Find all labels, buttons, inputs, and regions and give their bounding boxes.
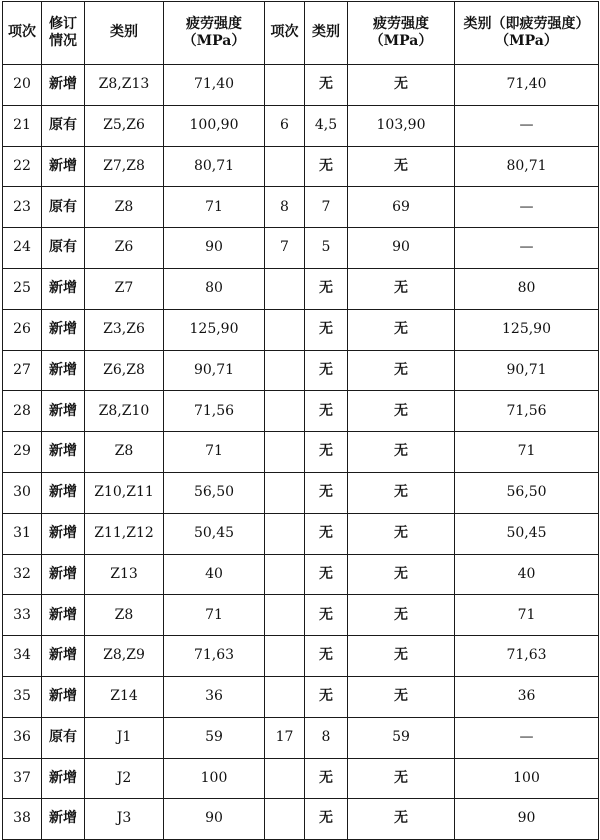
old-fatigue-cell: 103,90 xyxy=(348,105,455,146)
old-item-no-cell xyxy=(265,636,305,677)
fatigue-cell: 71 xyxy=(164,432,265,473)
old-item-no-cell xyxy=(265,350,305,391)
old-category-cell: 无 xyxy=(305,309,348,350)
revision-cell: 原有 xyxy=(42,717,85,758)
new-category-cell: 90,71 xyxy=(455,350,599,391)
revision-cell: 新增 xyxy=(42,146,85,187)
old-category-cell: 无 xyxy=(305,758,348,799)
category-cell: Z6,Z8 xyxy=(85,350,164,391)
old-category-cell: 无 xyxy=(305,268,348,309)
old-fatigue-cell: 无 xyxy=(348,636,455,677)
header-new-category-line1: 类别（即疲劳强度） xyxy=(463,15,590,32)
old-fatigue-cell: 无 xyxy=(348,799,455,840)
item-no-cell: 35 xyxy=(3,676,42,717)
table-row xyxy=(3,187,599,228)
revision-cell: 原有 xyxy=(42,187,85,228)
table-row xyxy=(3,65,599,106)
item-no-cell: 32 xyxy=(3,554,42,595)
header-new-category-line2: （MPa） xyxy=(495,33,558,49)
header-old-item-no: 项次 xyxy=(265,2,305,65)
old-item-no-cell: 6 xyxy=(265,105,305,146)
old-category-cell: 无 xyxy=(305,554,348,595)
old-item-no-cell xyxy=(265,513,305,554)
old-category-cell: 无 xyxy=(305,146,348,187)
category-cell: J1 xyxy=(85,717,164,758)
table-row xyxy=(3,105,599,146)
fatigue-cell: 80,71 xyxy=(164,146,265,187)
old-fatigue-cell: 无 xyxy=(348,391,455,432)
category-cell: Z14 xyxy=(85,676,164,717)
old-fatigue-cell: 59 xyxy=(348,717,455,758)
old-item-no-cell xyxy=(265,432,305,473)
table-body xyxy=(3,65,599,840)
table-row xyxy=(3,228,599,269)
old-item-no-cell: 7 xyxy=(265,228,305,269)
old-item-no-cell xyxy=(265,472,305,513)
old-category-cell: 无 xyxy=(305,432,348,473)
revision-cell: 新增 xyxy=(42,513,85,554)
category-cell: Z8 xyxy=(85,595,164,636)
old-item-no-cell xyxy=(265,65,305,106)
item-no-cell: 34 xyxy=(3,636,42,677)
revision-cell: 新增 xyxy=(42,472,85,513)
item-no-cell: 37 xyxy=(3,758,42,799)
category-cell: Z10,Z11 xyxy=(85,472,164,513)
fatigue-cell: 71,40 xyxy=(164,65,265,106)
header-item-no: 项次 xyxy=(3,2,42,65)
new-category-cell: 36 xyxy=(455,676,599,717)
revision-cell: 新增 xyxy=(42,309,85,350)
table-row xyxy=(3,146,599,187)
old-category-cell: 无 xyxy=(305,799,348,840)
category-cell: Z8,Z9 xyxy=(85,636,164,677)
item-no-cell: 26 xyxy=(3,309,42,350)
item-no-cell: 25 xyxy=(3,268,42,309)
new-category-cell: 71,56 xyxy=(455,391,599,432)
category-cell: Z8,Z13 xyxy=(85,65,164,106)
table-row xyxy=(3,513,599,554)
old-item-no-cell xyxy=(265,799,305,840)
new-category-cell: — xyxy=(455,717,599,758)
header-fatigue-line1: 疲劳强度 xyxy=(186,15,242,32)
category-cell: Z7 xyxy=(85,268,164,309)
old-item-no-cell xyxy=(265,758,305,799)
old-category-cell: 5 xyxy=(305,228,348,269)
item-no-cell: 33 xyxy=(3,595,42,636)
old-category-cell: 7 xyxy=(305,187,348,228)
old-fatigue-cell: 无 xyxy=(348,350,455,391)
revision-cell: 新增 xyxy=(42,432,85,473)
old-item-no-cell xyxy=(265,309,305,350)
revision-cell: 新增 xyxy=(42,391,85,432)
item-no-cell: 29 xyxy=(3,432,42,473)
new-category-cell: 80,71 xyxy=(455,146,599,187)
new-category-cell: 50,45 xyxy=(455,513,599,554)
header-old-fatigue-line1: 疲劳强度 xyxy=(373,15,429,32)
fatigue-cell: 71,56 xyxy=(164,391,265,432)
fatigue-cell: 56,50 xyxy=(164,472,265,513)
old-item-no-cell xyxy=(265,676,305,717)
old-fatigue-cell: 无 xyxy=(348,309,455,350)
table-row xyxy=(3,799,599,840)
header-fatigue xyxy=(164,2,265,65)
new-category-cell: 90 xyxy=(455,799,599,840)
item-no-cell: 30 xyxy=(3,472,42,513)
new-category-cell: 56,50 xyxy=(455,472,599,513)
revision-cell: 新增 xyxy=(42,350,85,391)
fatigue-cell: 90 xyxy=(164,799,265,840)
category-cell: Z13 xyxy=(85,554,164,595)
new-category-cell: — xyxy=(455,228,599,269)
header-revision-line1: 修订 xyxy=(49,15,77,32)
item-no-cell: 22 xyxy=(3,146,42,187)
category-cell: J2 xyxy=(85,758,164,799)
table-row xyxy=(3,350,599,391)
old-fatigue-cell: 无 xyxy=(348,472,455,513)
old-fatigue-cell: 无 xyxy=(348,513,455,554)
old-item-no-cell xyxy=(265,146,305,187)
table-row xyxy=(3,391,599,432)
revision-cell: 新增 xyxy=(42,676,85,717)
revision-cell: 新增 xyxy=(42,65,85,106)
header-old-category: 类别 xyxy=(305,2,348,65)
fatigue-cell: 36 xyxy=(164,676,265,717)
fatigue-cell: 40 xyxy=(164,554,265,595)
table-row xyxy=(3,309,599,350)
new-category-cell: 125,90 xyxy=(455,309,599,350)
header-fatigue-line2: （MPa） xyxy=(182,33,246,49)
table-row xyxy=(3,676,599,717)
category-cell: J3 xyxy=(85,799,164,840)
header-old-fatigue-line2: （MPa） xyxy=(369,33,433,49)
item-no-cell: 38 xyxy=(3,799,42,840)
fatigue-cell: 90 xyxy=(164,228,265,269)
new-category-cell: 71,63 xyxy=(455,636,599,677)
revision-cell: 新增 xyxy=(42,595,85,636)
old-fatigue-cell: 无 xyxy=(348,268,455,309)
new-category-cell: — xyxy=(455,187,599,228)
old-fatigue-cell: 无 xyxy=(348,758,455,799)
item-no-cell: 24 xyxy=(3,228,42,269)
new-category-cell: — xyxy=(455,105,599,146)
old-item-no-cell: 17 xyxy=(265,717,305,758)
header-old-fatigue xyxy=(348,2,455,65)
category-cell: Z11,Z12 xyxy=(85,513,164,554)
new-category-cell: 100 xyxy=(455,758,599,799)
table-row xyxy=(3,758,599,799)
fatigue-cell: 71,63 xyxy=(164,636,265,677)
item-no-cell: 28 xyxy=(3,391,42,432)
table-row xyxy=(3,636,599,677)
table-row xyxy=(3,472,599,513)
fatigue-cell: 100 xyxy=(164,758,265,799)
revision-cell: 原有 xyxy=(42,228,85,269)
revision-cell: 新增 xyxy=(42,758,85,799)
category-cell: Z8 xyxy=(85,432,164,473)
old-item-no-cell xyxy=(265,268,305,309)
item-no-cell: 21 xyxy=(3,105,42,146)
old-fatigue-cell: 无 xyxy=(348,595,455,636)
category-cell: Z3,Z6 xyxy=(85,309,164,350)
old-item-no-cell xyxy=(265,391,305,432)
header-revision xyxy=(42,2,85,65)
fatigue-cell: 71 xyxy=(164,187,265,228)
fatigue-cell: 80 xyxy=(164,268,265,309)
old-fatigue-cell: 无 xyxy=(348,65,455,106)
header-revision-line2: 情况 xyxy=(49,33,77,49)
old-fatigue-cell: 69 xyxy=(348,187,455,228)
new-category-cell: 80 xyxy=(455,268,599,309)
old-fatigue-cell: 无 xyxy=(348,676,455,717)
old-category-cell: 无 xyxy=(305,513,348,554)
old-category-cell: 无 xyxy=(305,350,348,391)
old-item-no-cell xyxy=(265,595,305,636)
fatigue-cell: 59 xyxy=(164,717,265,758)
header-new-category xyxy=(455,2,599,65)
category-cell: Z8 xyxy=(85,187,164,228)
table-row xyxy=(3,268,599,309)
fatigue-cell: 100,90 xyxy=(164,105,265,146)
item-no-cell: 36 xyxy=(3,717,42,758)
fatigue-cell: 50,45 xyxy=(164,513,265,554)
fatigue-cell: 125,90 xyxy=(164,309,265,350)
old-category-cell: 8 xyxy=(305,717,348,758)
new-category-cell: 40 xyxy=(455,554,599,595)
fatigue-cell: 90,71 xyxy=(164,350,265,391)
old-fatigue-cell: 无 xyxy=(348,146,455,187)
old-category-cell: 无 xyxy=(305,65,348,106)
revision-cell: 新增 xyxy=(42,268,85,309)
category-cell: Z8,Z10 xyxy=(85,391,164,432)
table-row xyxy=(3,595,599,636)
item-no-cell: 31 xyxy=(3,513,42,554)
old-category-cell: 无 xyxy=(305,391,348,432)
old-category-cell: 4,5 xyxy=(305,105,348,146)
new-category-cell: 71 xyxy=(455,432,599,473)
old-fatigue-cell: 90 xyxy=(348,228,455,269)
old-fatigue-cell: 无 xyxy=(348,554,455,595)
item-no-cell: 20 xyxy=(3,65,42,106)
table-row xyxy=(3,554,599,595)
category-cell: Z7,Z8 xyxy=(85,146,164,187)
old-item-no-cell xyxy=(265,554,305,595)
category-cell: Z5,Z6 xyxy=(85,105,164,146)
fatigue-cell: 71 xyxy=(164,595,265,636)
revision-cell: 新增 xyxy=(42,799,85,840)
header-category: 类别 xyxy=(85,2,164,65)
old-category-cell: 无 xyxy=(305,472,348,513)
old-category-cell: 无 xyxy=(305,636,348,677)
old-item-no-cell: 8 xyxy=(265,187,305,228)
old-fatigue-cell: 无 xyxy=(348,432,455,473)
item-no-cell: 23 xyxy=(3,187,42,228)
new-category-cell: 71,40 xyxy=(455,65,599,106)
new-category-cell: 71 xyxy=(455,595,599,636)
revision-cell: 原有 xyxy=(42,105,85,146)
item-no-cell: 27 xyxy=(3,350,42,391)
category-cell: Z6 xyxy=(85,228,164,269)
revision-cell: 新增 xyxy=(42,554,85,595)
table-row xyxy=(3,432,599,473)
header-row xyxy=(3,2,599,65)
revision-cell: 新增 xyxy=(42,636,85,677)
old-category-cell: 无 xyxy=(305,676,348,717)
table-row xyxy=(3,717,599,758)
fatigue-strength-table xyxy=(2,1,599,840)
old-category-cell: 无 xyxy=(305,595,348,636)
